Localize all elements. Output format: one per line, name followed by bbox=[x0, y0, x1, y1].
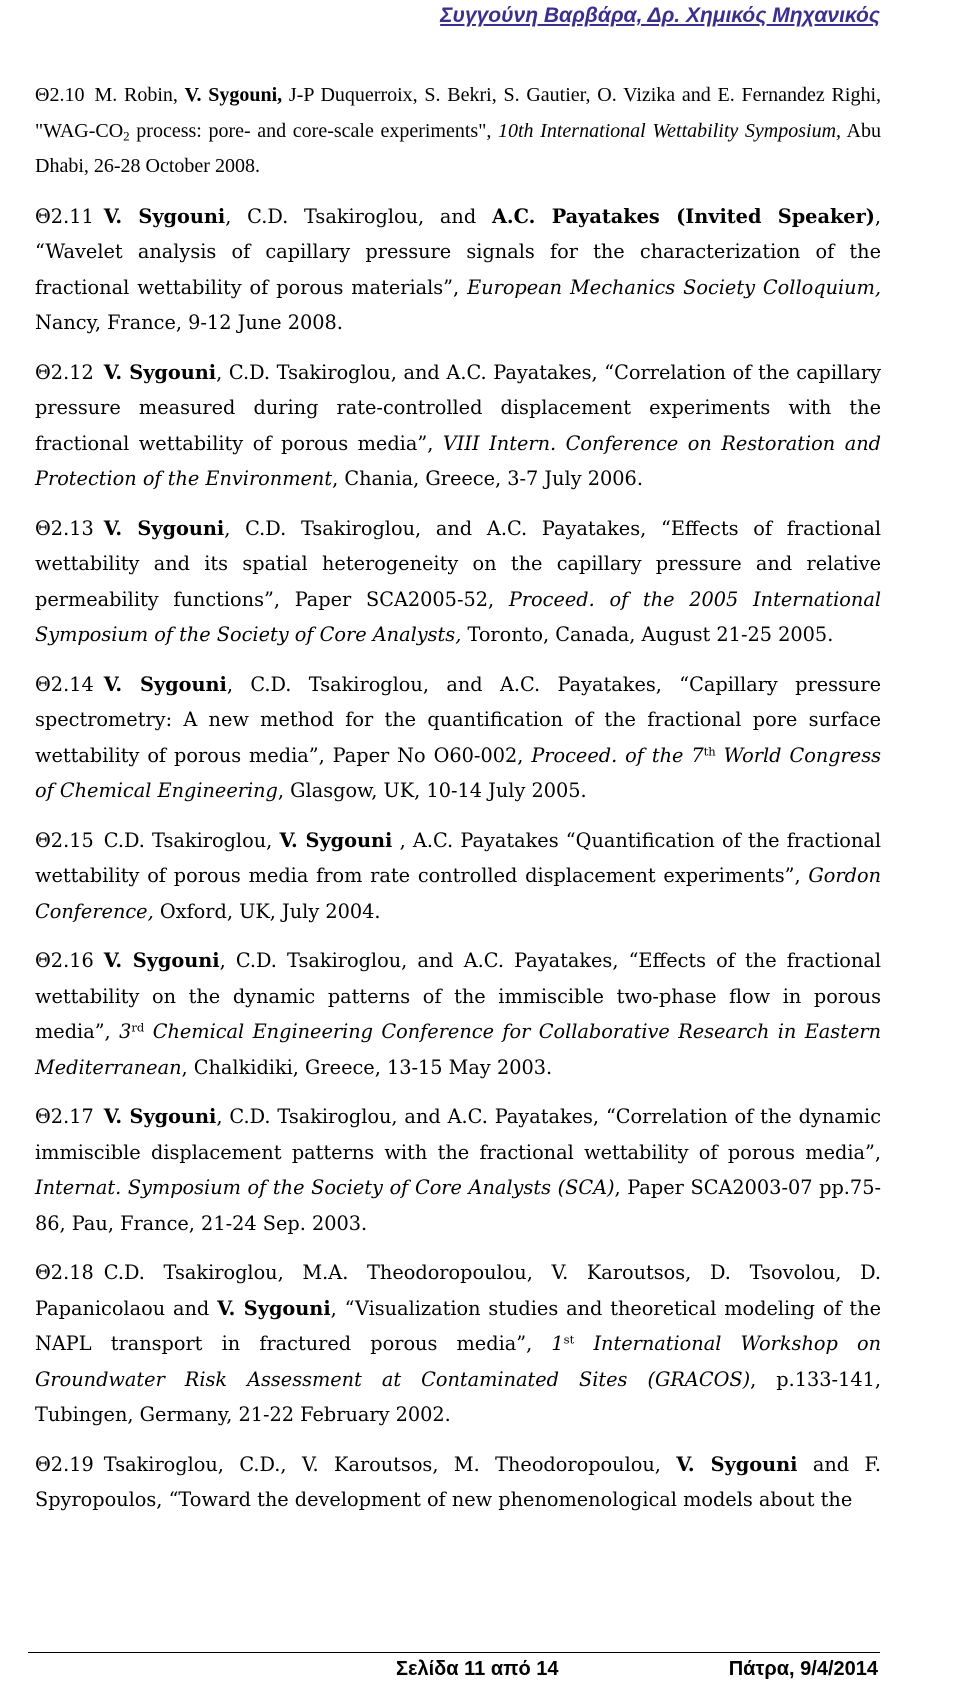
reference-number: Θ2.10 bbox=[35, 84, 85, 106]
reference-number: Θ2.14 bbox=[35, 672, 94, 696]
page-number: Σελίδα 11 από 14 bbox=[396, 1658, 559, 1680]
reference-number: Θ2.13 bbox=[35, 516, 94, 540]
reference-entry: Θ2.19 Tsakiroglou, C.D., V. Karoutsos, M. Theodoropoulou, V. Sygouni and F. Spyropoulos, “Toward the development of new phenomenological models about the bbox=[35, 1452, 881, 1511]
reference-number: Θ2.11 bbox=[35, 204, 94, 228]
reference-list bbox=[35, 78, 881, 1532]
reference-number: Θ2.16 bbox=[35, 949, 94, 972]
reference-entry: Θ2.12 V. Sygouni, C.D. Tsakiroglou, and A.C. Payatakes, “Correlation of the capillary pressure measured during rate-controlled displacement experiments with the fractional wettability of porous media”, VIII Intern. Conference on Restoration and Protection of the Environment, Chania, Greece, 3-7 July 2006. bbox=[35, 360, 881, 490]
reference-entry: Θ2.18 C.D. Tsakiroglou, M.A. Theodoropoulou, V. Karoutsos, D. Tsovolou, D. Papanicolaou and V. Sygouni, “Visualization studies and theoretical modeling of the NAPL transport in fractured porous media”, 1st International Workshop on Groundwater Risk Assessment at Contaminated Sites (GRACOS), p.133-141, Tubingen, Germany, 21-22 February 2002. bbox=[35, 1261, 882, 1426]
place-date: Πάτρα, 9/4/2014 bbox=[728, 1658, 878, 1680]
reference-number: Θ2.12 bbox=[35, 360, 94, 384]
reference-entry: Θ2.13 V. Sygouni, C.D. Tsakiroglou, and A.C. Payatakes, “Effects of fractional wettability and its spatial heterogeneity on the capillary pressure and relative permeability functions”, Paper SCA2005-52, Proceed. of the 2005 International Symposium of the Society of Core Analysts, Toronto, Canada, August 21-25 2005. bbox=[35, 516, 881, 646]
reference-entry: Θ2.11 V. Sygouni, C.D. Tsakiroglou, and A.C. Payatakes (Invited Speaker), “Wavelet analysis of capillary pressure signals for the characterization of the fractional wettability of porous materials”, European Mechanics Society Colloquium, Nancy, France, 9-12 June 2008. bbox=[35, 204, 881, 334]
reference-entry: Θ2.16 V. Sygouni, C.D. Tsakiroglou, and A.C. Payatakes, “Effects of the fractional wettability on the dynamic patterns of the immiscible two-phase flow in porous media”, 3rd Chemical Engineering Conference for Collaborative Research in Eastern Mediterranean, Chalkidiki, Greece, 13-15 May 2003. bbox=[35, 949, 881, 1079]
reference-entry: Θ2.10 M. Robin, V. Sygouni, J-P Duquerroix, S. Bekri, S. Gautier, O. Vizika and E. Fernandez Righi, "$WAG-CO_2$ process: pore- and core-scale experiments", 10th International Wettability Symposium, Abu Dhabi, 26-28 October 2008. bbox=[35, 84, 881, 177]
reference-entry: Θ2.15 C.D. Tsakiroglou, V. Sygouni , A.C. Payatakes “Quantification of the fractional wettability of porous media from rate controlled displacement experiments”, Gordon Conference, Oxford, UK, July 2004. bbox=[35, 828, 881, 923]
reference-entry: Θ2.17 V. Sygouni, C.D. Tsakiroglou, and A.C. Payatakes, “Correlation of the dynamic immiscible displacement patterns with the fractional wettability of porous media”, Internat. Symposium of the Society of Core Analysts (SCA), Paper SCA2003-07 pp.75-86, Pau, France, 21-24 Sep. 2003. bbox=[35, 1105, 881, 1235]
reference-number: Θ2.19 bbox=[35, 1452, 94, 1476]
reference-number: Θ2.18 bbox=[35, 1261, 94, 1284]
reference-number: Θ2.15 bbox=[35, 828, 94, 852]
reference-entry: Θ2.14 V. Sygouni, C.D. Tsakiroglou, and A.C. Payatakes, “Capillary pressure spectrometry: A new method for the quantification of the fractional pore surface wettability of porous media”, Paper No O60-002, Proceed. of the 7th World Congress of Chemical Engineering, Glasgow, UK, 10-14 July 2005. bbox=[35, 672, 881, 802]
page-header: Συγγούνη Βαρβάρα, Δρ. Χημικός Μηχανικός bbox=[440, 4, 880, 27]
reference-number: Θ2.17 bbox=[35, 1105, 94, 1128]
footer-divider bbox=[28, 1652, 880, 1653]
